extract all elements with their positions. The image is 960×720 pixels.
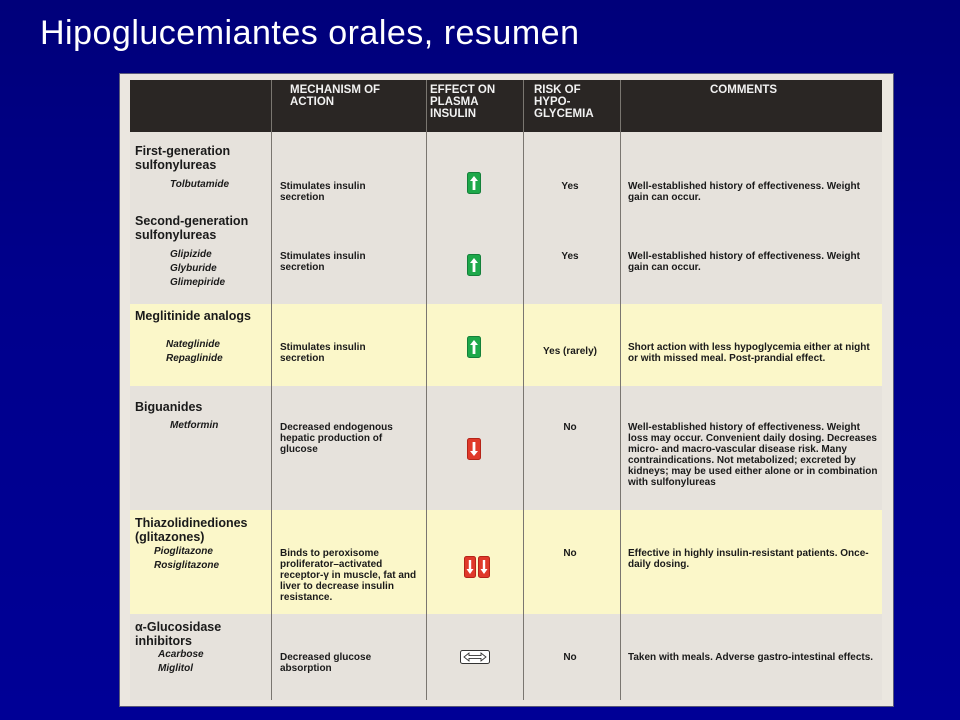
drug-class-label: First-generation sulfonylureas: [135, 144, 231, 172]
column-divider: [523, 80, 524, 700]
increase-arrow-icon: [467, 172, 481, 199]
mechanism-text: Decreased endogenous hepatic production of glucose: [280, 422, 393, 455]
mechanism-text: Stimulates insulin secretion: [280, 181, 366, 203]
drug-name: Acarbose: [158, 649, 204, 660]
drug-name: Glimepiride: [170, 277, 226, 288]
drug-class-label: Second-generation sulfonylureas: [135, 214, 249, 242]
drug-class-label: Biguanides: [135, 400, 203, 414]
table-header: [130, 80, 882, 132]
scanned-table-image: [120, 74, 893, 706]
comments-text: Effective in highly insulin-resistant patients. Once-daily dosing.: [628, 548, 869, 570]
increase-arrow-icon: [467, 336, 481, 363]
drug-class-label: α-Glucosidase inhibitors: [135, 620, 222, 648]
risk-text: No: [563, 548, 577, 559]
mechanism-text: Binds to peroxisome proliferator–activated receptor-γ in muscle, fat and liver to decrease insulin resistance.: [280, 548, 417, 603]
header-mechanism: MECHANISM OF ACTION: [290, 84, 381, 108]
drug-class-label: Thiazolidinediones (glitazones): [135, 516, 248, 544]
header-effect: EFFECT ON PLASMA INSULIN: [430, 84, 496, 120]
decrease-arrow-icon: [467, 438, 481, 465]
slide-title: Hipoglucemiantes orales, resumen: [40, 14, 580, 52]
drug-name: Glyburide: [170, 263, 217, 274]
risk-text: Yes: [561, 181, 579, 192]
drug-name: Metformin: [170, 420, 219, 431]
column-divider: [620, 80, 621, 700]
drug-name: Miglitol: [158, 663, 193, 674]
risk-text: Yes: [561, 251, 579, 262]
risk-text: No: [563, 652, 577, 663]
double-decrease-arrow-icon: [464, 556, 490, 583]
comments-text: Taken with meals. Adverse gastro-intestinal effects.: [628, 652, 874, 663]
column-divider: [426, 80, 427, 700]
comments-text: Well-established history of effectiveness. Weight gain can occur.: [628, 251, 860, 273]
drug-name: Glipizide: [170, 249, 212, 260]
drug-name: Tolbutamide: [170, 179, 230, 190]
mechanism-text: Stimulates insulin secretion: [280, 251, 366, 273]
mechanism-text: Decreased glucose absorption: [280, 652, 372, 674]
drug-name: Nateglinide: [166, 339, 220, 350]
mechanism-text: Stimulates insulin secretion: [280, 342, 366, 364]
increase-arrow-icon: [467, 254, 481, 281]
header-comments: COMMENTS: [710, 84, 778, 96]
drug-name: Rosiglitazone: [154, 560, 220, 571]
drug-name: Repaglinide: [166, 353, 223, 364]
comments-text: Well-established history of effectiveness. Weight loss may occur. Convenient daily dosing. Decreases micro- and macro-vascular disease risk. Many contraindications. Not metabolized; excreted by kidneys; may be used either alone or in combination with sulfonylureas: [628, 422, 878, 488]
risk-text: Yes (rarely): [543, 346, 597, 357]
header-risk: RISK OF HYPO- GLYCEMIA: [534, 84, 594, 120]
comments-text: Short action with less hypoglycemia either at night or with missed meal. Post-prandial effect.: [628, 342, 870, 364]
comments-text: Well-established history of effectiveness. Weight gain can occur.: [628, 181, 860, 203]
drug-table: [130, 80, 882, 700]
no-change-arrow-icon: [460, 650, 490, 669]
drug-class-label: Meglitinide analogs: [135, 309, 251, 323]
drug-name: Pioglitazone: [154, 546, 213, 557]
column-divider: [271, 80, 272, 700]
risk-text: No: [563, 422, 577, 433]
